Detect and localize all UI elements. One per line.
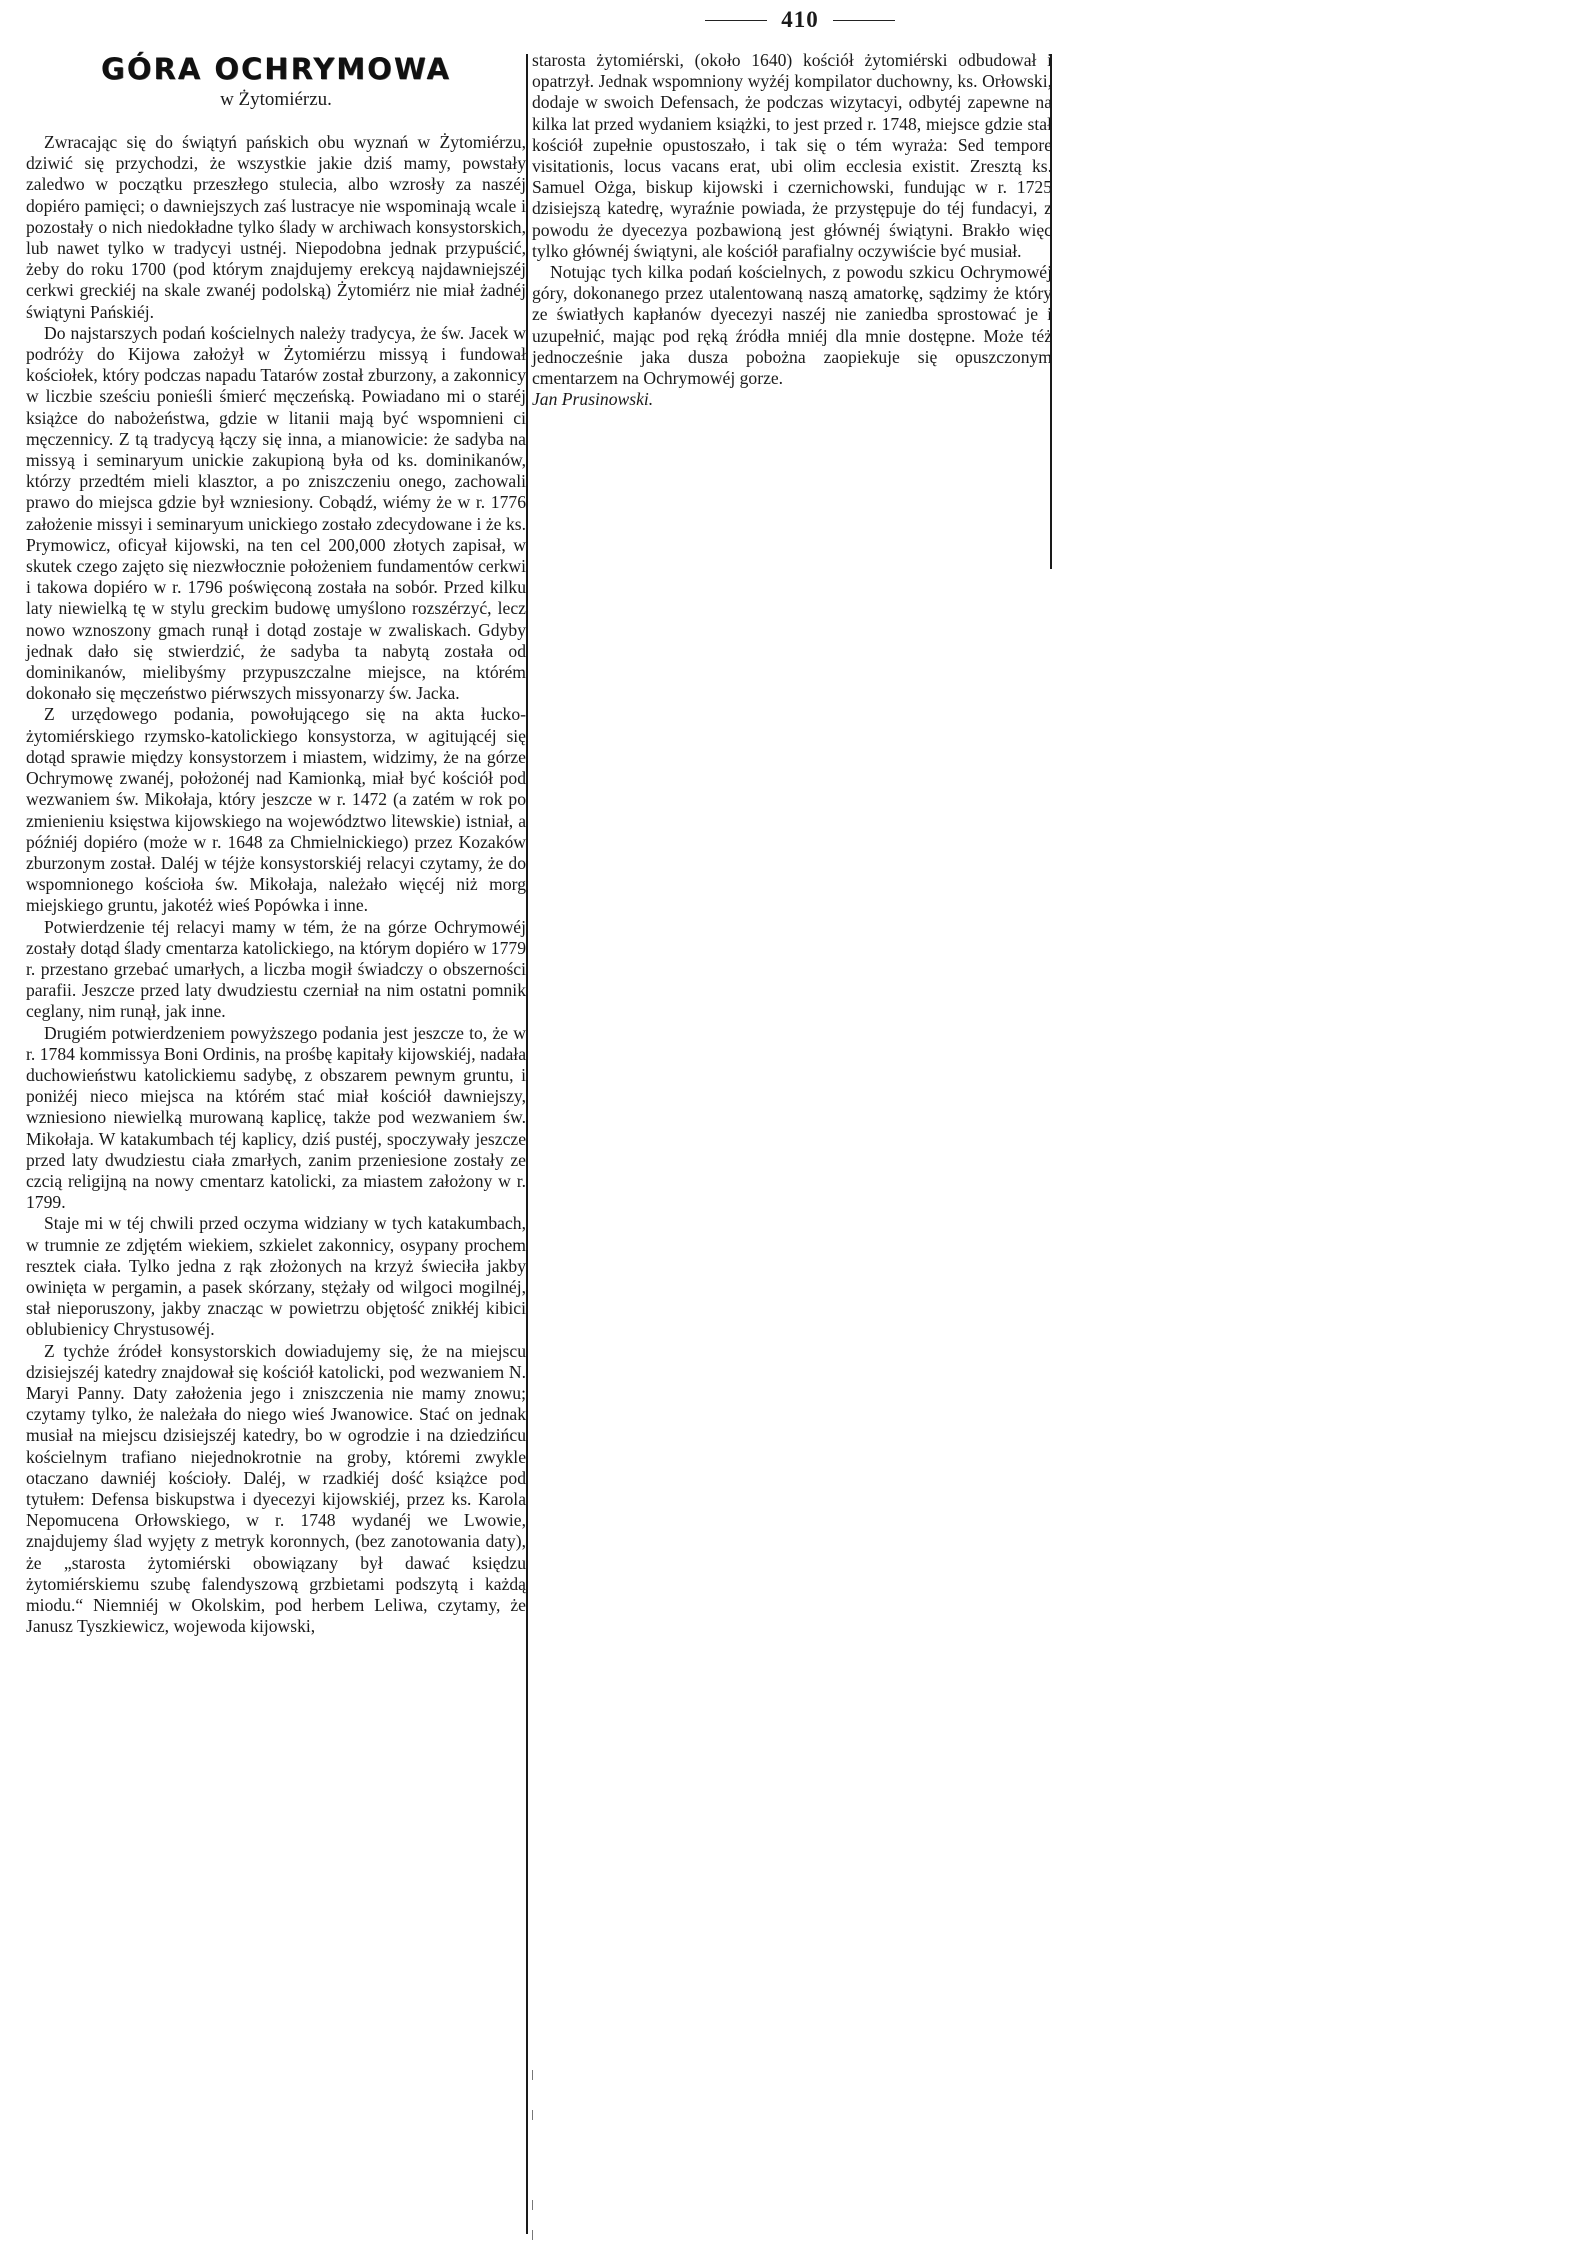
page-header xyxy=(690,4,910,36)
paragraph: Potwierdzenie téj relacyi mamy w tém, że na górze Ochrymowéj zostały dotąd ślady cmentarza katolickiego, na którym dopiéro w 1779 r. przestano grzebać umarłych, a liczba mogił świadczy o obszerności parafii. Jeszcze przed laty dwudziestu czerniał na nim ostatni pomnik ceglany, nim runął, jak inne. xyxy=(26,916,526,1022)
left-column xyxy=(26,52,526,1637)
column-divider xyxy=(526,54,528,2234)
paragraph: Z urzędowego podania, powołującego się na akta łucko-żytomiérskiego rzymsko-katolickiego konsystorza, w agitującéj się dotąd sprawie między konsystorzem i miastem, widzimy, że na górze Ochrymowę zwanéj, położonéj nad Kamionką, miał być kościół pod wezwaniem św. Mikołaja, który jeszcze w r. 1472 (a zatém w rok po zmienieniu księstwa kijowskiego na województwo litewskie) istniał, a późniéj dopiéro (może w r. 1648 za Chmielnickiego) przez Kozaków zburzonym został. Daléj w téjże konsystorskiéj relacyi czytamy, że do wspomnionego kościoła św. Mikołaja, należało więcéj niż morg miejskiego gruntu, jakotéż wieś Popówka i inne. xyxy=(26,704,526,916)
header-rule-right xyxy=(833,20,895,21)
header-rule-left xyxy=(705,20,767,21)
right-column xyxy=(532,50,1052,410)
paragraph: Zwracając się do świątyń pańskich obu wyznań w Żytomiérzu, dziwić się przychodzi, że wszystkie jakie dziś mamy, powstały zaledwo w początku przeszłego stulecia, albo wzrosły za naszéj dopiéro pamięci; o dawniejszych zaś lustracye nie wspominają wcale i pozostały o nich niedokładne tylko ślady w archiwach konsystorskich, lub nawet tylko w tradycyi ustnéj. Niepodobna jednak przypuścić, żeby do roku 1700 (pod którym znajdujemy erekcyą najdawniejszéj cerkwi greckiéj na skale zwanéj podolską) Żytomiérz nie miał żadnéj świątyni Pańskiéj. xyxy=(26,132,526,322)
right-column-text xyxy=(532,50,1052,410)
paragraph: Drugiém potwierdzeniem powyższego podania jest jeszcze to, że w r. 1784 kommissya Boni Ordinis, na prośbę kapitały kijowskiéj, nadała duchowieństwu katolickiemu sadybę, z obszarem pewnym gruntu, i poniżéj nieco miejsca na którém stać miał kościół dawniejszy, wzniesiono niewielką murowaną kaplicę, także pod wezwaniem św. Mikołaja. W katakumbach téj kaplicy, dziś pustéj, spoczywały jeszcze przed laty dwudziestu ciała zmarłych, zanim przeniesione zostały ze czcią religijną na nowy cmentarz katolicki, za miastem założony w r. 1799. xyxy=(26,1022,526,1213)
paragraph: Staje mi w téj chwili przed oczyma widziany w tych katakumbach, w trumnie ze zdjętém wiekiem, szkielet zakonnicy, osypany prochem resztek ciała. Tylko jedna z rąk złożonych na krzyż świeciła jakby owinięta w pergamin, a pasek skórzany, stężały od wilgoci mogilnéj, stał nieporuszony, jakby znacząc w powietrzu objętość znikłéj kibici oblubienicy Chrystusowéj. xyxy=(26,1213,526,1340)
left-column-text xyxy=(26,132,526,1637)
margin-marks xyxy=(532,2070,540,2250)
margin-tick xyxy=(532,2200,533,2210)
margin-tick xyxy=(532,2070,533,2080)
paragraph-continued: starosta żytomiérski, (około 1640) kościół żytomiérski odbudował i opatrzył. Jednak wspomniony wyżéj kompilator duchowny, ks. Orłowski, dodaje w swoich Defensach, że podczas wizytacyi, odbytéj zapewne na kilka lat przed wydaniem książki, to jest przed r. 1748, miejsce gdzie stał kościół zupełnie opustoszało, i tak się o tém wyraża: Sed tempore visitationis, locus vacans erat, ubi olim ecclesia existit. Zresztą ks. Samuel Ożga, biskup kijowski i czernichowski, fundując w r. 1725 dzisiejszą katedrę, wyraźnie powiada, że przystępuje do téj fundacyi, z powodu że dyecezya pozbawioną jest głównéj świątyni. Brakło więc tylko głównéj świątyni, ale kościół parafialny oczywiście być musiał. xyxy=(532,50,1052,261)
page-number: 410 xyxy=(781,7,819,32)
article-subtitle: w Żytomiérzu. xyxy=(220,89,332,110)
paragraph: Z tychże źródeł konsystorskich dowiadujemy się, że na miejscu dzisiejszéj katedry znajdował się kościół katolicki, pod wezwaniem N. Maryi Panny. Daty założenia jego i zniszczenia nie mamy znowu; czytamy tylko, że należała do niego wieś Jwanowice. Stać on jednak musiał na miejscu dzisiejszéj katedry, bo w ogrodzie i na dziedzińcu kościelnym trafiano niejednokrotnie na groby, któremi zwykle otaczano dawniéj kościoły. Daléj, w rzadkiéj dość książce pod tytułem: Defensa biskupstwa i dyecezyi kijowskiéj, przez ks. Karola Nepomucena Orłowskiego, w r. 1748 wydanéj we Lwowie, znajdujemy ślad wyjęty z metryk koronnych, (bez zanotowania daty), że „starosta żytomiérski obowiązany był dawać księdzu żytomiérskiemu szubę falendyszową grzbietami podszytą i każdą miodu.“ Niemniéj w Okolskim, pod herbem Leliwa, czytamy, że Janusz Tyszkiewicz, wojewoda kijowski, xyxy=(26,1340,526,1637)
paragraph: Do najstarszych podań kościelnych należy tradycya, że św. Jacek w podróży do Kijowa założył w Żytomiérzu missyą i fundował kościołek, który podczas napadu Tatarów został zburzony, a zakonnicy w liczbie sześciu ponieśli śmierć męczeńską. Powiadano mi o staréj książce do nabożeństwa, gdzie w litanii mają być wspomnieni ci męczennicy. Z tą tradycyą łączy się inna, a mianowicie: że sadyba na missyą i seminaryum unickie zakupioną była od ks. dominikanów, którzy przedtém mieli klasztor, a po zniszczeniu onego, zachowali prawo do miejsca gdzie był wzniesiony. Cobądź, wiémy że w r. 1776 założenie missyi i seminaryum unickiego zostało zdecydowane i że ks. Prymowicz, oficyał kijowski, na ten cel 200,000 złotych zapisał, w skutek czego zajęto się niezwłocznie położeniem fundamentów cerkwi i takowa dopiéro w r. 1796 poświęconą została na sobór. Przed kilku laty niewielką tę w stylu greckim budowę umyślono rozszérzyć, lecz nowo wznoszony gmach runął i dotąd zostaje w zwaliskach. Gdyby jednak dało się stwierdzić, że sadyba ta nabytą została od dominikanów, mielibyśmy przypuszczalne miejsce, na którém dokonało się męczeństwo piérwszych missyonarzy św. Jacka. xyxy=(26,322,526,704)
article-title: GÓRA OCHRYMOWA xyxy=(101,52,451,86)
author-signature: Jan Prusinowski. xyxy=(532,389,654,410)
margin-tick xyxy=(532,2230,533,2240)
margin-tick xyxy=(532,2110,533,2120)
paragraph: Notując tych kilka podań kościelnych, z powodu szkicu Ochrymowéj góry, dokonanego przez utalentowaną naszą amatorkę, sądzimy że który ze światłych kapłanów dyecezyi naszéj nie zaniedba sprostować je i uzupełnić, mając pod ręką źródła mniéj dla mnie dostępne. Może téż jednocześnie jaka dusza pobożna zaopiekuje się opuszczonym cmentarzem na Ochrymowéj gorze. xyxy=(532,262,1052,389)
